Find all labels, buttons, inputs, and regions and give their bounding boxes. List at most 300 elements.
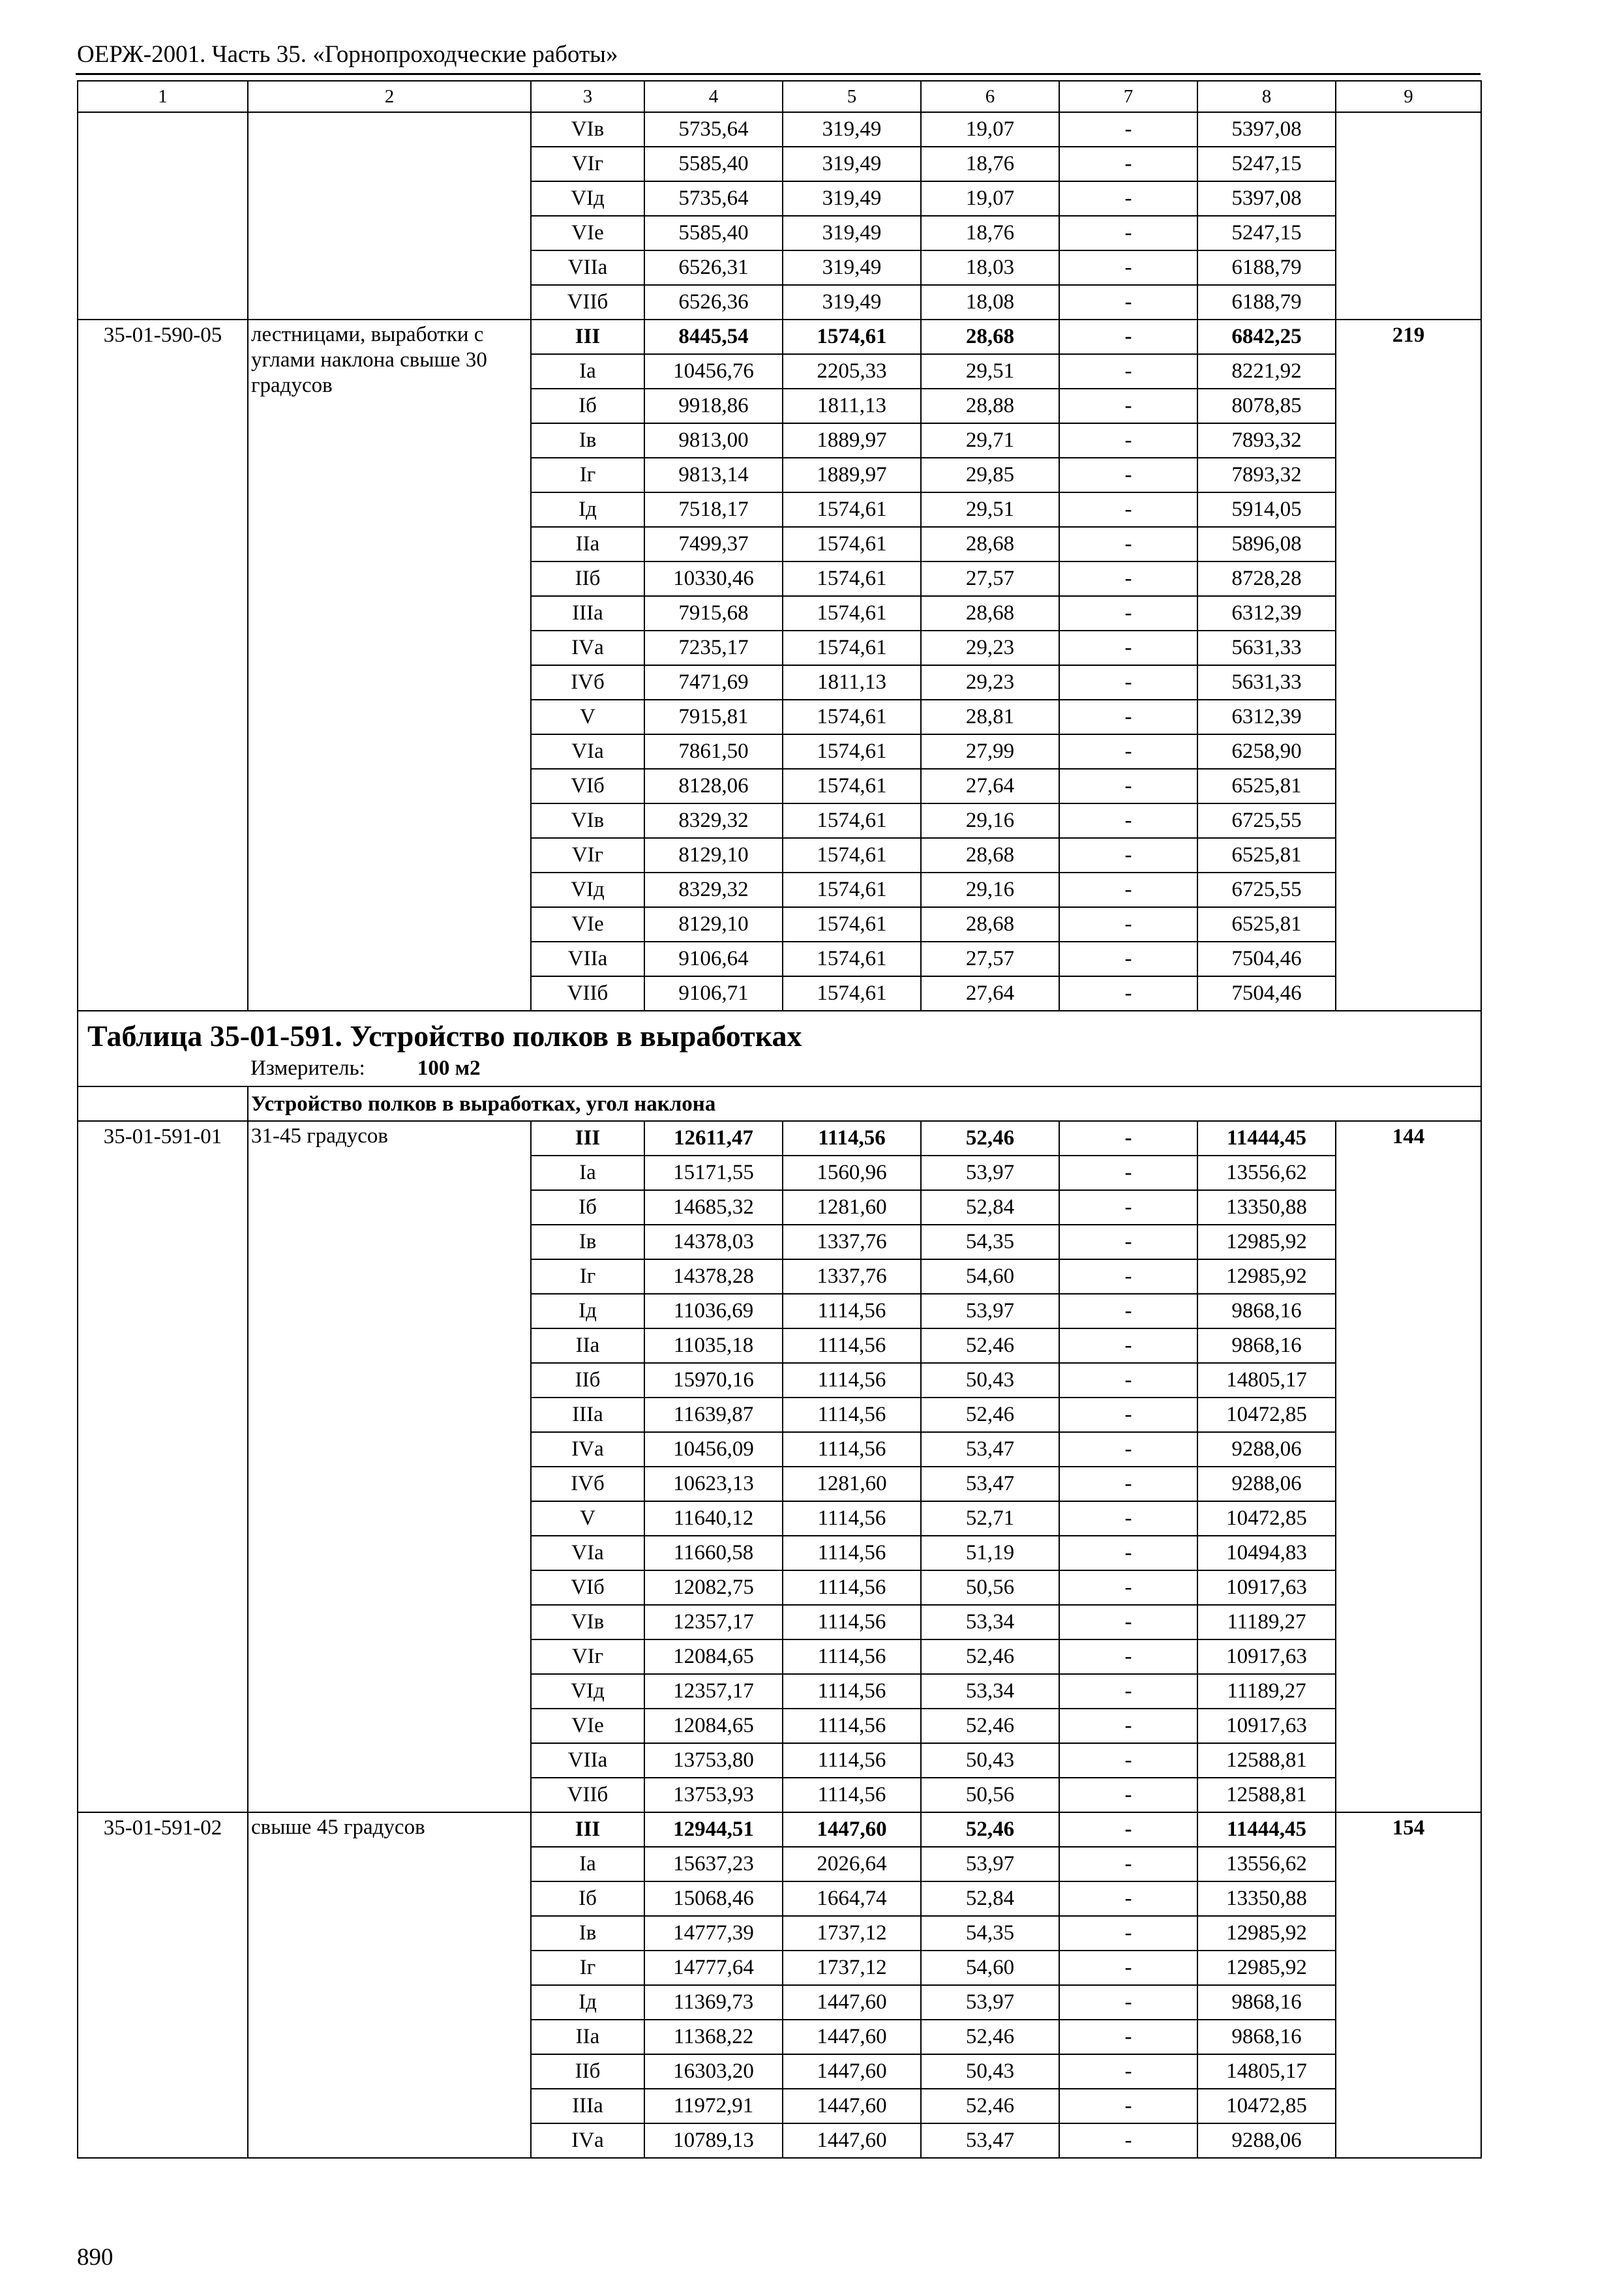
table-cell: 8329,32 [644,873,783,907]
table-cell: 50,56 [921,1570,1059,1605]
table-cell: 28,68 [921,907,1059,942]
table-cell: 1114,56 [783,1778,921,1812]
table-cell: 9288,06 [1197,1432,1336,1467]
table-cell: - [1059,423,1197,458]
table-cell: - [1059,700,1197,734]
table-cell: 10789,13 [644,2123,783,2158]
table-cell: 7915,81 [644,700,783,734]
table-cell: 11639,87 [644,1398,783,1432]
table-cell: 53,34 [921,1605,1059,1639]
table-cell: 52,71 [921,1501,1059,1536]
table-cell: 13753,93 [644,1778,783,1812]
table-cell: 1447,60 [783,2054,921,2089]
table-cell: 53,47 [921,2123,1059,2158]
table-cell: 10623,13 [644,1467,783,1501]
table-cell: 8128,06 [644,769,783,803]
page-header: ОЕРЖ-2001. Часть 35. «Горнопроходческие работы» [77,41,618,68]
table-cell: 1889,97 [783,423,921,458]
column-number: 6 [921,81,1059,112]
table-cell: III [531,320,644,354]
table-cell: 53,34 [921,1674,1059,1709]
table-cell: 1737,12 [783,1916,921,1951]
table-cell: 27,99 [921,734,1059,769]
table-cell: 1574,61 [783,838,921,873]
table-cell: 5735,64 [644,112,783,147]
table-cell: 1114,56 [783,1121,921,1156]
table-cell: 5896,08 [1197,527,1336,561]
subheading-row [78,1086,1481,1121]
table-cell: 11189,27 [1197,1674,1336,1709]
unit-value [1336,112,1481,320]
table-cell: 12611,47 [644,1121,783,1156]
table-cell: 8129,10 [644,907,783,942]
table-cell: 53,47 [921,1432,1059,1467]
table-cell: IIб [531,561,644,596]
table-cell: - [1059,1639,1197,1674]
table-cell: VIб [531,769,644,803]
table-cell: 1574,61 [783,320,921,354]
table-cell: 7499,37 [644,527,783,561]
table-cell: 9868,16 [1197,2020,1336,2054]
table-cell: IIIа [531,2089,644,2123]
table-cell: VIIб [531,976,644,1011]
table-cell: - [1059,285,1197,320]
table-cell: Iд [531,492,644,527]
table-cell: - [1059,1328,1197,1363]
table-cell: 1337,76 [783,1225,921,1259]
table-cell: 1574,61 [783,942,921,976]
table-cell: - [1059,1363,1197,1398]
table-cell: - [1059,1985,1197,2020]
table-cell: 7518,17 [644,492,783,527]
table-cell: - [1059,1156,1197,1190]
table-cell: 1574,61 [783,631,921,665]
table-cell: - [1059,561,1197,596]
table-cell: 1114,56 [783,1709,921,1743]
table-cell: 11036,69 [644,1294,783,1328]
table-cell: - [1059,2089,1197,2123]
column-number: 1 [78,81,248,112]
table-cell: IIIа [531,1398,644,1432]
table-row [78,1812,1481,1847]
table-cell: VIIа [531,1743,644,1778]
table-cell: VIг [531,147,644,181]
column-number-row [78,81,1481,112]
table-cell: 52,46 [921,1121,1059,1156]
table-cell: - [1059,596,1197,631]
table-cell: IIб [531,1363,644,1398]
table-cell: 6526,31 [644,250,783,285]
table-cell: Iд [531,1294,644,1328]
table-cell: 28,68 [921,596,1059,631]
table-cell: Iб [531,1881,644,1916]
table-cell: 53,97 [921,1985,1059,2020]
page-number: 890 [77,2244,113,2271]
rate-code: 35-01-591-02 [78,1812,248,2158]
table-cell: Iг [531,1951,644,1985]
table-cell: 9288,06 [1197,2123,1336,2158]
table-title-row [78,1011,1481,1086]
table-cell: Iа [531,354,644,389]
table-cell: 12084,65 [644,1709,783,1743]
table-cell: 6725,55 [1197,873,1336,907]
table-cell: - [1059,147,1197,181]
table-cell: 1574,61 [783,803,921,838]
table-cell: - [1059,873,1197,907]
table-cell: 52,46 [921,1709,1059,1743]
table-cell: 13753,80 [644,1743,783,1778]
table-cell: 54,60 [921,1259,1059,1294]
table-cell: 9918,86 [644,389,783,423]
table-cell: 1574,61 [783,527,921,561]
table-cell: - [1059,1778,1197,1812]
table-cell: 9868,16 [1197,1294,1336,1328]
table-cell: 11660,58 [644,1536,783,1570]
table-cell: 10917,63 [1197,1709,1336,1743]
table-cell: Iа [531,1156,644,1190]
table-cell: 8078,85 [1197,389,1336,423]
table-title: Таблица 35-01-591. Устройство полков в выработках [87,1019,802,1053]
table-cell: 54,35 [921,1916,1059,1951]
table-cell: 29,51 [921,492,1059,527]
table-cell: - [1059,181,1197,216]
table-cell: 1574,61 [783,976,921,1011]
table-cell: 5397,08 [1197,112,1336,147]
table-cell: 12985,92 [1197,1259,1336,1294]
table-cell: 8329,32 [644,803,783,838]
table-cell: 1281,60 [783,1190,921,1225]
table-cell: 15068,46 [644,1881,783,1916]
table-cell: - [1059,1225,1197,1259]
table-cell: 11444,45 [1197,1121,1336,1156]
table-cell: 9106,64 [644,942,783,976]
table-cell: - [1059,2123,1197,2158]
table-cell: - [1059,216,1197,250]
table-cell: - [1059,1709,1197,1743]
table-cell: 7893,32 [1197,458,1336,492]
table-cell: 12944,51 [644,1812,783,1847]
table-cell: 14378,03 [644,1225,783,1259]
table-cell: 1737,12 [783,1951,921,1985]
table-cell: 15171,55 [644,1156,783,1190]
table-cell: 12985,92 [1197,1225,1336,1259]
table-cell: 52,84 [921,1190,1059,1225]
table-cell: 1114,56 [783,1432,921,1467]
table-cell: VIв [531,112,644,147]
table-cell: 6188,79 [1197,250,1336,285]
table-cell: 14805,17 [1197,2054,1336,2089]
table-cell: 18,76 [921,216,1059,250]
table-cell: 11640,12 [644,1501,783,1536]
unit-value: 154 [1336,1812,1481,2158]
table-cell: VIд [531,181,644,216]
table-cell: 52,46 [921,1639,1059,1674]
table-cell: 6842,25 [1197,320,1336,354]
table-cell: 18,76 [921,147,1059,181]
table-cell: 13556,62 [1197,1156,1336,1190]
table-cell: 52,46 [921,1398,1059,1432]
table-cell: Iб [531,389,644,423]
table-cell: 12082,75 [644,1570,783,1605]
table-cell: 1574,61 [783,907,921,942]
table-cell: Iг [531,1259,644,1294]
table-cell: IIIа [531,596,644,631]
table-cell: 1114,56 [783,1363,921,1398]
table-cell: VIе [531,907,644,942]
table-cell: 27,57 [921,561,1059,596]
table-cell: - [1059,2020,1197,2054]
table-cell: 1447,60 [783,2123,921,2158]
table-cell: 1447,60 [783,2020,921,2054]
table-cell: - [1059,1501,1197,1536]
table-cell: 14378,28 [644,1259,783,1294]
table-cell: Iв [531,1916,644,1951]
table-cell: 7893,32 [1197,423,1336,458]
work-description [248,112,531,320]
rate-code: 35-01-591-01 [78,1121,248,1812]
table-cell: 1114,56 [783,1294,921,1328]
table-cell: 1574,61 [783,492,921,527]
rate-code: 35-01-590-05 [78,320,248,1011]
table-cell: 1114,56 [783,1743,921,1778]
work-description: 31-45 градусов [248,1121,531,1812]
table-cell: Iв [531,423,644,458]
table-cell: 1114,56 [783,1398,921,1432]
table-cell: - [1059,389,1197,423]
table-cell: 319,49 [783,181,921,216]
table-cell: IIа [531,1328,644,1363]
table-cell: 10472,85 [1197,1398,1336,1432]
table-cell: - [1059,1570,1197,1605]
table-cell: 15637,23 [644,1847,783,1881]
table-cell: 6526,36 [644,285,783,320]
table-cell: 5631,33 [1197,665,1336,700]
table-cell: 5247,15 [1197,216,1336,250]
table-cell: Iв [531,1225,644,1259]
table-cell: 319,49 [783,147,921,181]
table-cell: 5397,08 [1197,181,1336,216]
table-cell: - [1059,1812,1197,1847]
table-cell: - [1059,803,1197,838]
table-cell: 10917,63 [1197,1570,1336,1605]
table-cell: - [1059,1916,1197,1951]
table-cell: 5631,33 [1197,631,1336,665]
table-cell: 1114,56 [783,1674,921,1709]
table-cell: 54,35 [921,1225,1059,1259]
table-cell: 53,97 [921,1294,1059,1328]
table-cell: - [1059,734,1197,769]
table-cell: - [1059,1951,1197,1985]
table-cell: 13556,62 [1197,1847,1336,1881]
table-cell: 8445,54 [644,320,783,354]
table-cell: - [1059,1536,1197,1570]
table-cell: 8221,92 [1197,354,1336,389]
table-cell: IVб [531,665,644,700]
table-cell: Iб [531,1190,644,1225]
table-cell: 12985,92 [1197,1916,1336,1951]
table-cell: 11369,73 [644,1985,783,2020]
table-cell: 11444,45 [1197,1812,1336,1847]
column-number: 5 [783,81,921,112]
table-cell: 2026,64 [783,1847,921,1881]
table-cell: VIIб [531,1778,644,1812]
table-cell: 10472,85 [1197,1501,1336,1536]
table-cell: - [1059,1605,1197,1639]
table-cell: 319,49 [783,285,921,320]
table-cell: 5585,40 [644,147,783,181]
table-cell: - [1059,665,1197,700]
table-cell: - [1059,492,1197,527]
table-cell: 7915,68 [644,596,783,631]
table-cell: 50,43 [921,1363,1059,1398]
table-cell: 1574,61 [783,734,921,769]
table-cell: 319,49 [783,216,921,250]
table-cell: VIд [531,1674,644,1709]
table-cell: 9813,14 [644,458,783,492]
table-cell: - [1059,1121,1197,1156]
table-cell: 1447,60 [783,1812,921,1847]
table-cell: VIв [531,803,644,838]
table-cell: 12985,92 [1197,1951,1336,1985]
table-cell: 1337,76 [783,1259,921,1294]
table-subheading: Устройство полков в выработках, угол наклона [248,1086,1481,1121]
table-cell: 29,23 [921,631,1059,665]
unit-value: 144 [1336,1121,1481,1812]
table-cell: 54,60 [921,1951,1059,1985]
table-cell: 29,16 [921,803,1059,838]
table-cell: 1574,61 [783,596,921,631]
table-cell: - [1059,1432,1197,1467]
table-row [78,112,1481,147]
table-cell: Iд [531,1985,644,2020]
table-cell: 7471,69 [644,665,783,700]
table-cell: 14685,32 [644,1190,783,1225]
column-number: 2 [248,81,531,112]
table-cell: VIв [531,1605,644,1639]
column-number: 3 [531,81,644,112]
table-cell: - [1059,1743,1197,1778]
table-cell: - [1059,1467,1197,1501]
table-cell: 1574,61 [783,700,921,734]
table-cell: 15970,16 [644,1363,783,1398]
table-cell: 1114,56 [783,1501,921,1536]
table-cell: VIIб [531,285,644,320]
table-cell: 11189,27 [1197,1605,1336,1639]
table-cell: 6312,39 [1197,596,1336,631]
table-cell: 27,57 [921,942,1059,976]
header-rule [76,73,1481,75]
table-cell: - [1059,320,1197,354]
table-cell: 12357,17 [644,1674,783,1709]
table-cell: 9288,06 [1197,1467,1336,1501]
table-cell: 1281,60 [783,1467,921,1501]
table-cell: 10330,46 [644,561,783,596]
table-cell: - [1059,838,1197,873]
table-cell: IVа [531,1432,644,1467]
table-cell: 1574,61 [783,769,921,803]
table-cell: 28,88 [921,389,1059,423]
table-cell: 1574,61 [783,561,921,596]
table-cell: 9868,16 [1197,1985,1336,2020]
column-number: 4 [644,81,783,112]
work-description: лестницами, выработки с углами наклона свыше 30 градусов [248,320,531,1011]
table-cell: 14777,39 [644,1916,783,1951]
table-cell: 5247,15 [1197,147,1336,181]
table-cell: 52,46 [921,1328,1059,1363]
table-cell: VIд [531,873,644,907]
table-cell: 51,19 [921,1536,1059,1570]
table-cell: 7861,50 [644,734,783,769]
table-cell: VIа [531,734,644,769]
table-title-cell [78,1011,1481,1086]
column-number: 7 [1059,81,1197,112]
table-cell: 6312,39 [1197,700,1336,734]
table-cell: 14777,64 [644,1951,783,1985]
table-cell: 1811,13 [783,389,921,423]
table-cell: 8728,28 [1197,561,1336,596]
table-cell: 50,43 [921,1743,1059,1778]
table-cell: 6258,90 [1197,734,1336,769]
table-cell: 7235,17 [644,631,783,665]
table-cell: 52,46 [921,1812,1059,1847]
table-cell: VIIа [531,942,644,976]
table-cell: 1114,56 [783,1570,921,1605]
table-cell: VIб [531,1570,644,1605]
table-cell: 5735,64 [644,181,783,216]
table-cell: 12357,17 [644,1605,783,1639]
table-cell: 9106,71 [644,976,783,1011]
table-cell: 10917,63 [1197,1639,1336,1674]
rates-table [77,80,1482,2159]
table-cell: 319,49 [783,250,921,285]
work-description: свыше 45 градусов [248,1812,531,2158]
table-cell: 28,81 [921,700,1059,734]
table-cell: 13350,88 [1197,1190,1336,1225]
table-cell: 8129,10 [644,838,783,873]
table-row [78,320,1481,354]
table-cell: 11035,18 [644,1328,783,1363]
table-cell: 53,47 [921,1467,1059,1501]
table-cell: VIа [531,1536,644,1570]
table-cell: 319,49 [783,112,921,147]
table-cell: 5914,05 [1197,492,1336,527]
table-cell: 1447,60 [783,2089,921,2123]
table-cell: VIе [531,216,644,250]
table-cell: V [531,700,644,734]
table-cell: 28,68 [921,838,1059,873]
table-cell: 18,03 [921,250,1059,285]
table-cell: - [1059,250,1197,285]
table-cell: Iа [531,1847,644,1881]
column-number: 8 [1197,81,1336,112]
table-cell: 10456,09 [644,1432,783,1467]
table-cell: 11368,22 [644,2020,783,2054]
table-cell: VIг [531,1639,644,1674]
table-cell: 1114,56 [783,1328,921,1363]
table-cell: III [531,1121,644,1156]
table-cell: 53,97 [921,1156,1059,1190]
table-cell: - [1059,769,1197,803]
table-cell: 1114,56 [783,1536,921,1570]
table-cell: IIа [531,527,644,561]
table-cell: 28,68 [921,320,1059,354]
table-cell: 7504,46 [1197,942,1336,976]
column-number: 9 [1336,81,1481,112]
table-cell: 10456,76 [644,354,783,389]
table-cell: Iг [531,458,644,492]
table-cell: - [1059,2054,1197,2089]
table-cell: 1889,97 [783,458,921,492]
